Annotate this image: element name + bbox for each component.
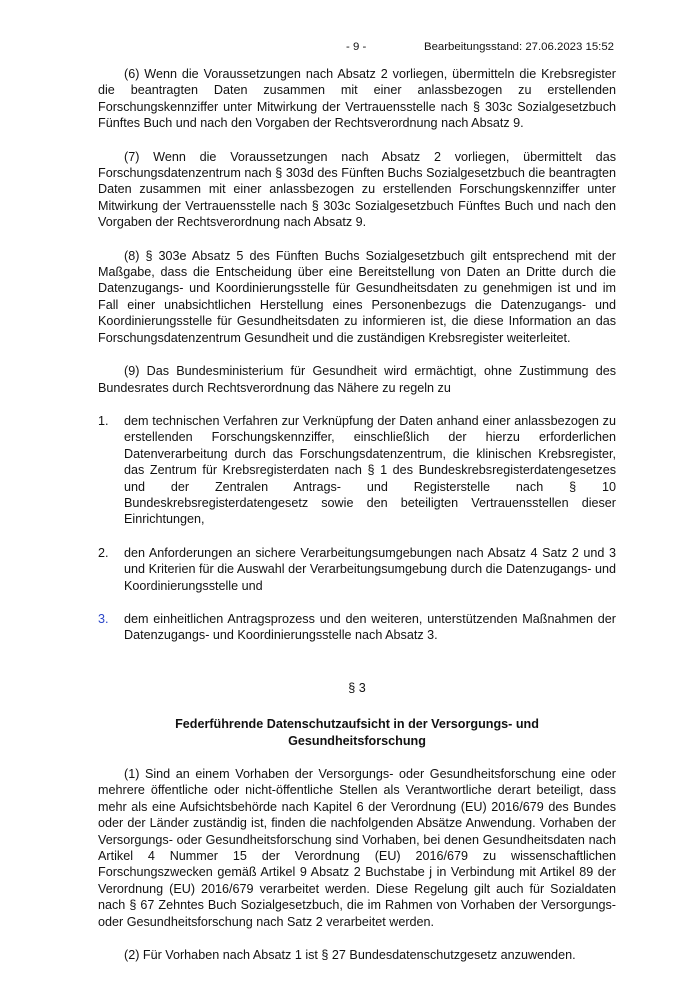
list-item-text: dem technischen Verfahren zur Verknüpfung der Daten anhand einer anlassbezogen zu erstellenden Forschungskennziffer, einschließlich der hierzu erforderlichen Datenverarbeitung durch das Forschungsdatenzentrum, die klinischen Krebsregister, das Zentrum für Krebsregisterdaten nach § 1 des Bundeskrebsregisterdatengesetzes und der Zentralen Antrags- und Registerstelle nach § 10 Bundeskrebsregisterdatengesetz sowie den beteiligten Vertrauensstellen dieser Einrichtungen, [124,413,616,527]
section-paragraph-1: (1) Sind an einem Vorhaben der Versorgungs- oder Gesundheitsforschung eine oder mehrere öffentliche oder nicht-öffentliche Stellen als Verantwortliche derart beteiligt, dass mehr als eine Aufsichtsbehörde nach Kapitel 6 der Verordnung (EU) 2016/679 des Bundes oder der Länder zuständig ist, finden die nachfolgenden Absätze Anwendung. Vorhaben der Versorgungs- oder Gesundheitsforschung sind Vorhaben, bei denen Gesundheitsdaten nach Artikel 4 Nummer 15 der Verordnung (EU) 2016/679 zu wissenschaftlichen Forschungszwecken gemäß Artikel 9 Absatz 2 Buchstabe j in Verbindung mit Artikel 89 der Verordnung (EU) 2016/679 verarbeitet werden. Diese Regelung gilt auch für Sozialdaten nach § 67 Zehntes Buch Sozialgesetzbuch, die im Rahmen von Vorhaben der Versorgungs- oder Gesundheitsforschung nach Satz 2 verarbeitet werden. [98,767,616,929]
paragraph-6: (6) Wenn die Voraussetzungen nach Absatz 2 vorliegen, übermitteln die Krebsregister die beantragten Daten zusammen mit einer anlassbezogen zu erstellenden Forschungskennziffer unter Mitwirkung der Vertrauensstelle nach § 303c Sozialgesetzbuch Fünftes Buch und nach den Vorgaben der Rechtsverordnung nach Absatz 9. [98,67,616,131]
paragraph-9: (9) Das Bundesministerium für Gesundheit wird ermächtigt, ohne Zustimmung des Bundesrates durch Rechtsverordnung das Nähere zu regeln zu [98,364,616,395]
document-body [98,66,616,980]
list-item-number: 3. [98,611,109,626]
list-item [98,545,616,594]
paragraph-8: (8) § 303e Absatz 5 des Fünften Buchs Sozialgesetzbuch gilt entsprechend mit der Maßgabe, dass die Entscheidung über eine Bereitstellung von Daten an Dritte durch die Datenzugangs- und Koordinierungsstelle für Gesundheitsdaten zu genehmigen ist und im Fall einer unabsichtlichen Herstellung eines Personenbezugs die Datenzugangs- und Koordinierungsstelle für Gesundheitsdaten zu informieren ist, die diese Information an das Forschungsdatenzentrum Gesundheit und die zuständigen Krebsregister weiterleitet. [98,248,616,345]
list-item-text: dem einheitlichen Antragsprozess und den weiteren, unterstützenden Maßnahmen der Datenzugangs- und Koordinierungsstelle nach Absatz 3. [124,611,616,643]
page-number: - 9 - [346,41,367,53]
section-number: § 3 [348,680,366,695]
list-item-number: 1. [98,413,109,428]
list-item [98,611,616,644]
revision-status: Bearbeitungsstand: 27.06.2023 15:52 [424,41,614,53]
paragraph-7: (7) Wenn die Voraussetzungen nach Absatz 2 vorliegen, übermittelt das Forschungsdatenzentrum nach § 303d des Fünften Buchs Sozialgesetzbuch die beantragten Daten zusammen mit einer anlassbezogen zu erstellenden Forschungskennziffer unter Mitwirkung der Vertrauensstelle nach § 303c Sozialgesetzbuch Fünftes Buch und nach den Vorgaben der Rechtsverordnung nach Absatz 9. [98,149,616,230]
section-title: Federführende Datenschutzaufsicht in der Versorgungs- und Gesundheitsforschung [175,717,539,748]
list-item-text: den Anforderungen an sichere Verarbeitungsumgebungen nach Absatz 4 Satz 2 und 3 und Kriterien für die Auswahl der Verarbeitungsumgebung durch die Datenzugangs- und Koordinierungsstelle und [124,545,616,593]
section-paragraph-2: (2) Für Vorhaben nach Absatz 1 ist § 27 Bundesdatenschutzgesetz anzuwenden. [124,948,576,963]
enumerated-list [98,413,616,644]
list-item [98,413,616,528]
page-header [0,41,700,57]
list-item-number: 2. [98,545,109,560]
